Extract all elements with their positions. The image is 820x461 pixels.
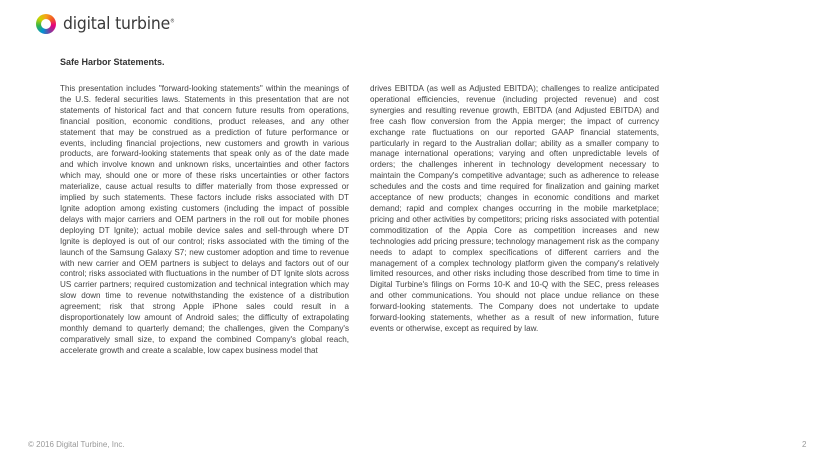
footer-copyright: © 2016 Digital Turbine, Inc. bbox=[28, 440, 125, 449]
trademark-symbol: ® bbox=[170, 18, 175, 25]
logo-name: digital turbine bbox=[63, 14, 171, 34]
logo-ring-icon bbox=[36, 14, 56, 34]
company-logo bbox=[36, 14, 184, 34]
left-text-column: This presentation includes "forward-looking statements" within the meanings of the U.S. federal securities laws. Statements in this presentation that are not statements of historical fact and that concern future results from operations, financial position, economic conditions, product releases, and any other statement that may be construed as a prediction of future performance or events, including financial projections, new customers and growth in various products, are forward-looking statements that speak only as of the date made and which involve known and unknown risks, uncertainties and other factors which may, should one or more of these risks uncertainties or other factors materialize, cause actual results to differ materially from those expressed or implied by such statements. These factors include risks associated with DT Ignite adoption among existing customers (including the impact of possible delays with major carriers and OEM partners in the roll out for mobile phones deploying DT Ignite); actual mobile device sales and sell-through where DT Ignite is deployed is out of our control; risks associated with the timing of the launch of the Samsung Galaxy S7; new customer adoption and time to revenue with new carrier and OEM partners is subject to delays and factors out of our control; risks associated with fluctuations in the number of DT Ignite slots across US carrier partners; required customization and technical integration which may slow down time to revenue notwithstanding the existence of a distribution agreement; risk that strong Apple iPhone sales could result in a disproportionately low amount of Android sales; the difficulty of extrapolating monthly demand to quarterly demand; the challenges, given the Company's comparatively small size, to expand the combined Company's global reach, accelerate growth and create a scalable, low capex business model that bbox=[60, 84, 349, 355]
right-text-column: drives EBITDA (as well as Adjusted EBITDA); challenges to realize anticipated operational efficiencies, revenue (including projected revenue) and cost synergies and resulting revenue growth, EBITDA (and Adjusted EBITDA) and free cash flow conversion from the Appia merger; the impact of currency exchange rate fluctuations on our reported GAAP financial statements, particularly in regard to the Australian dollar; ability as a smaller company to manage international operations; varying and often unpredictable levels of orders; the challenges inherent in technology development necessary to maintain the Company's competitive advantage; such as adherence to release schedules and the costs and time required for finalization and gaining market acceptance of new products; changes in economic conditions and market demand; rapid and complex changes occurring in the mobile marketplace; pricing and other activities by competitors; pricing risks associated with potential commoditization of the Appia Core as competition increases and new technologies add pricing pressure; technology management risk as the company needs to adapt to complex specifications of different carriers and the management of a complex technology platform given the company's relatively limited resources, and other risks including those described from time to time in Digital Turbine's filings on Forms 10-K and 10-Q with the SEC, press releases and other communications. You should not place undue reliance on these forward-looking statements. The Company does not undertake to update forward-looking statements, whether as a result of new information, future events or otherwise, except as required by law. bbox=[370, 84, 659, 333]
page-number: 2 bbox=[802, 440, 807, 449]
logo-wordmark bbox=[63, 14, 175, 34]
slide-title: Safe Harbor Statements. bbox=[60, 57, 165, 67]
